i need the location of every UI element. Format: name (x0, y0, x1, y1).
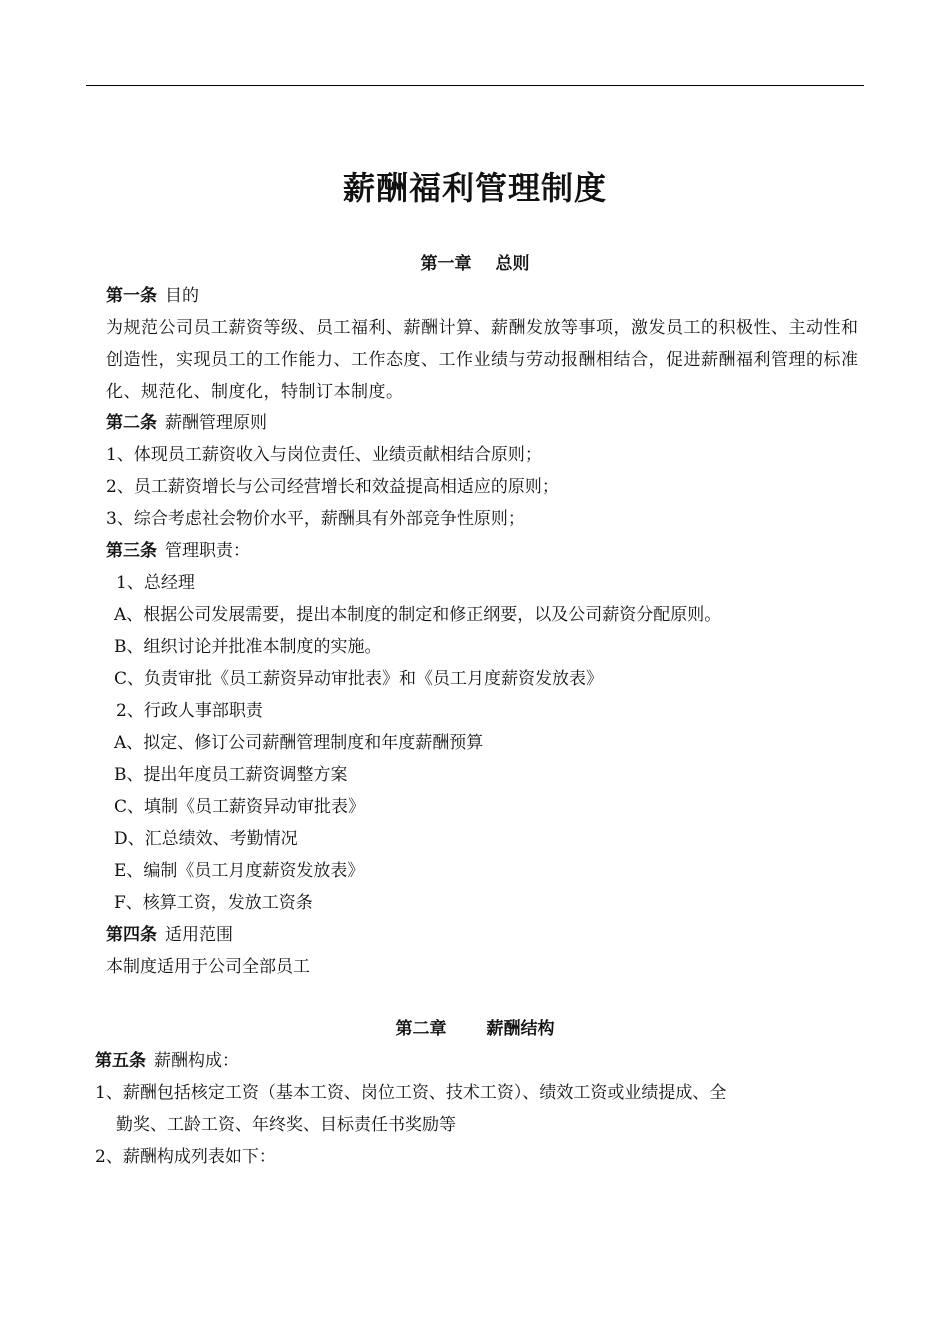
article-2-title: 薪酬管理原则 (165, 413, 267, 433)
chapter-2-name: 薪酬结构 (486, 1019, 555, 1039)
hr-duty-item: F、核算工资，发放工资条 (114, 893, 313, 913)
article-3-title: 管理职责： (165, 541, 250, 561)
header-rule (86, 85, 864, 86)
article-4-label: 第四条 (106, 925, 157, 945)
article-4-title: 适用范围 (165, 925, 233, 945)
article-5-heading (95, 1048, 239, 1074)
article-3-label: 第三条 (106, 541, 157, 561)
gm-duty-item: B、组织讨论并批准本制度的实施。 (114, 637, 382, 657)
hr-duty-item: E、编制《员工月度薪资发放表》 (114, 861, 365, 881)
article-1-heading (106, 283, 199, 309)
document-title: 薪酬福利管理制度 (342, 169, 607, 207)
chapter-1-heading (0, 251, 950, 277)
hr-duty-item: A、拟定、修订公司薪酬管理制度和年度薪酬预算 (114, 733, 484, 753)
article-5-item: 1、薪酬包括核定工资（基本工资、岗位工资、技术工资）、绩效工资或业绩提成、全 (95, 1083, 727, 1103)
hr-duty-item: B、提出年度员工薪资调整方案 (114, 765, 348, 785)
article-1-text: 为规范公司员工薪资等级、员工福利、薪酬计算、薪酬发放等事项，激发员工的积极性、主动性和创造性，实现员工的工作能力、工作态度、工作业绩与劳动报酬相结合，促进薪酬福利管理的标准化、规范化、制度化，特制订本制度。 (106, 318, 859, 402)
gm-subheading: 1、总经理 (116, 573, 195, 593)
chapter-1-number: 第一章 (420, 254, 472, 274)
article-4-heading (106, 922, 233, 948)
chapter-2-heading (0, 1016, 950, 1042)
chapter-2-number: 第二章 (395, 1019, 447, 1039)
article-2-item: 1、体现员工薪资收入与岗位责任、业绩贡献相结合原则； (106, 445, 542, 465)
article-5-label: 第五条 (95, 1051, 146, 1071)
gm-duty-item: A、根据公司发展需要，提出本制度的制定和修正纲要，以及公司薪资分配原则。 (114, 605, 722, 625)
hr-subheading: 2、行政人事部职责 (116, 701, 263, 721)
article-1-title: 目的 (165, 286, 199, 306)
gm-duty-item: C、负责审批《员工薪资异动审批表》和《员工月度薪资发放表》 (114, 669, 604, 689)
article-5-title: 薪酬构成： (154, 1051, 239, 1071)
article-2-item: 3、综合考虑社会物价水平，薪酬具有外部竞争性原则； (106, 509, 525, 529)
article-3-heading (106, 538, 250, 564)
chapter-1-name: 总则 (495, 254, 530, 274)
article-5-item: 2、薪酬构成列表如下： (95, 1147, 276, 1167)
article-1-label: 第一条 (106, 286, 157, 306)
hr-duty-item: C、填制《员工薪资异动审批表》 (114, 797, 366, 817)
article-2-item: 2、员工薪资增长与公司经营增长和效益提高相适应的原则； (106, 477, 559, 497)
hr-duty-item: D、汇总绩效、考勤情况 (114, 829, 298, 849)
article-4-text: 本制度适用于公司全部员工 (106, 957, 310, 977)
article-5-item-continuation: 勤奖、工龄工资、年终奖、目标责任书奖励等 (116, 1115, 456, 1135)
article-2-heading (106, 410, 267, 436)
article-2-label: 第二条 (106, 413, 157, 433)
